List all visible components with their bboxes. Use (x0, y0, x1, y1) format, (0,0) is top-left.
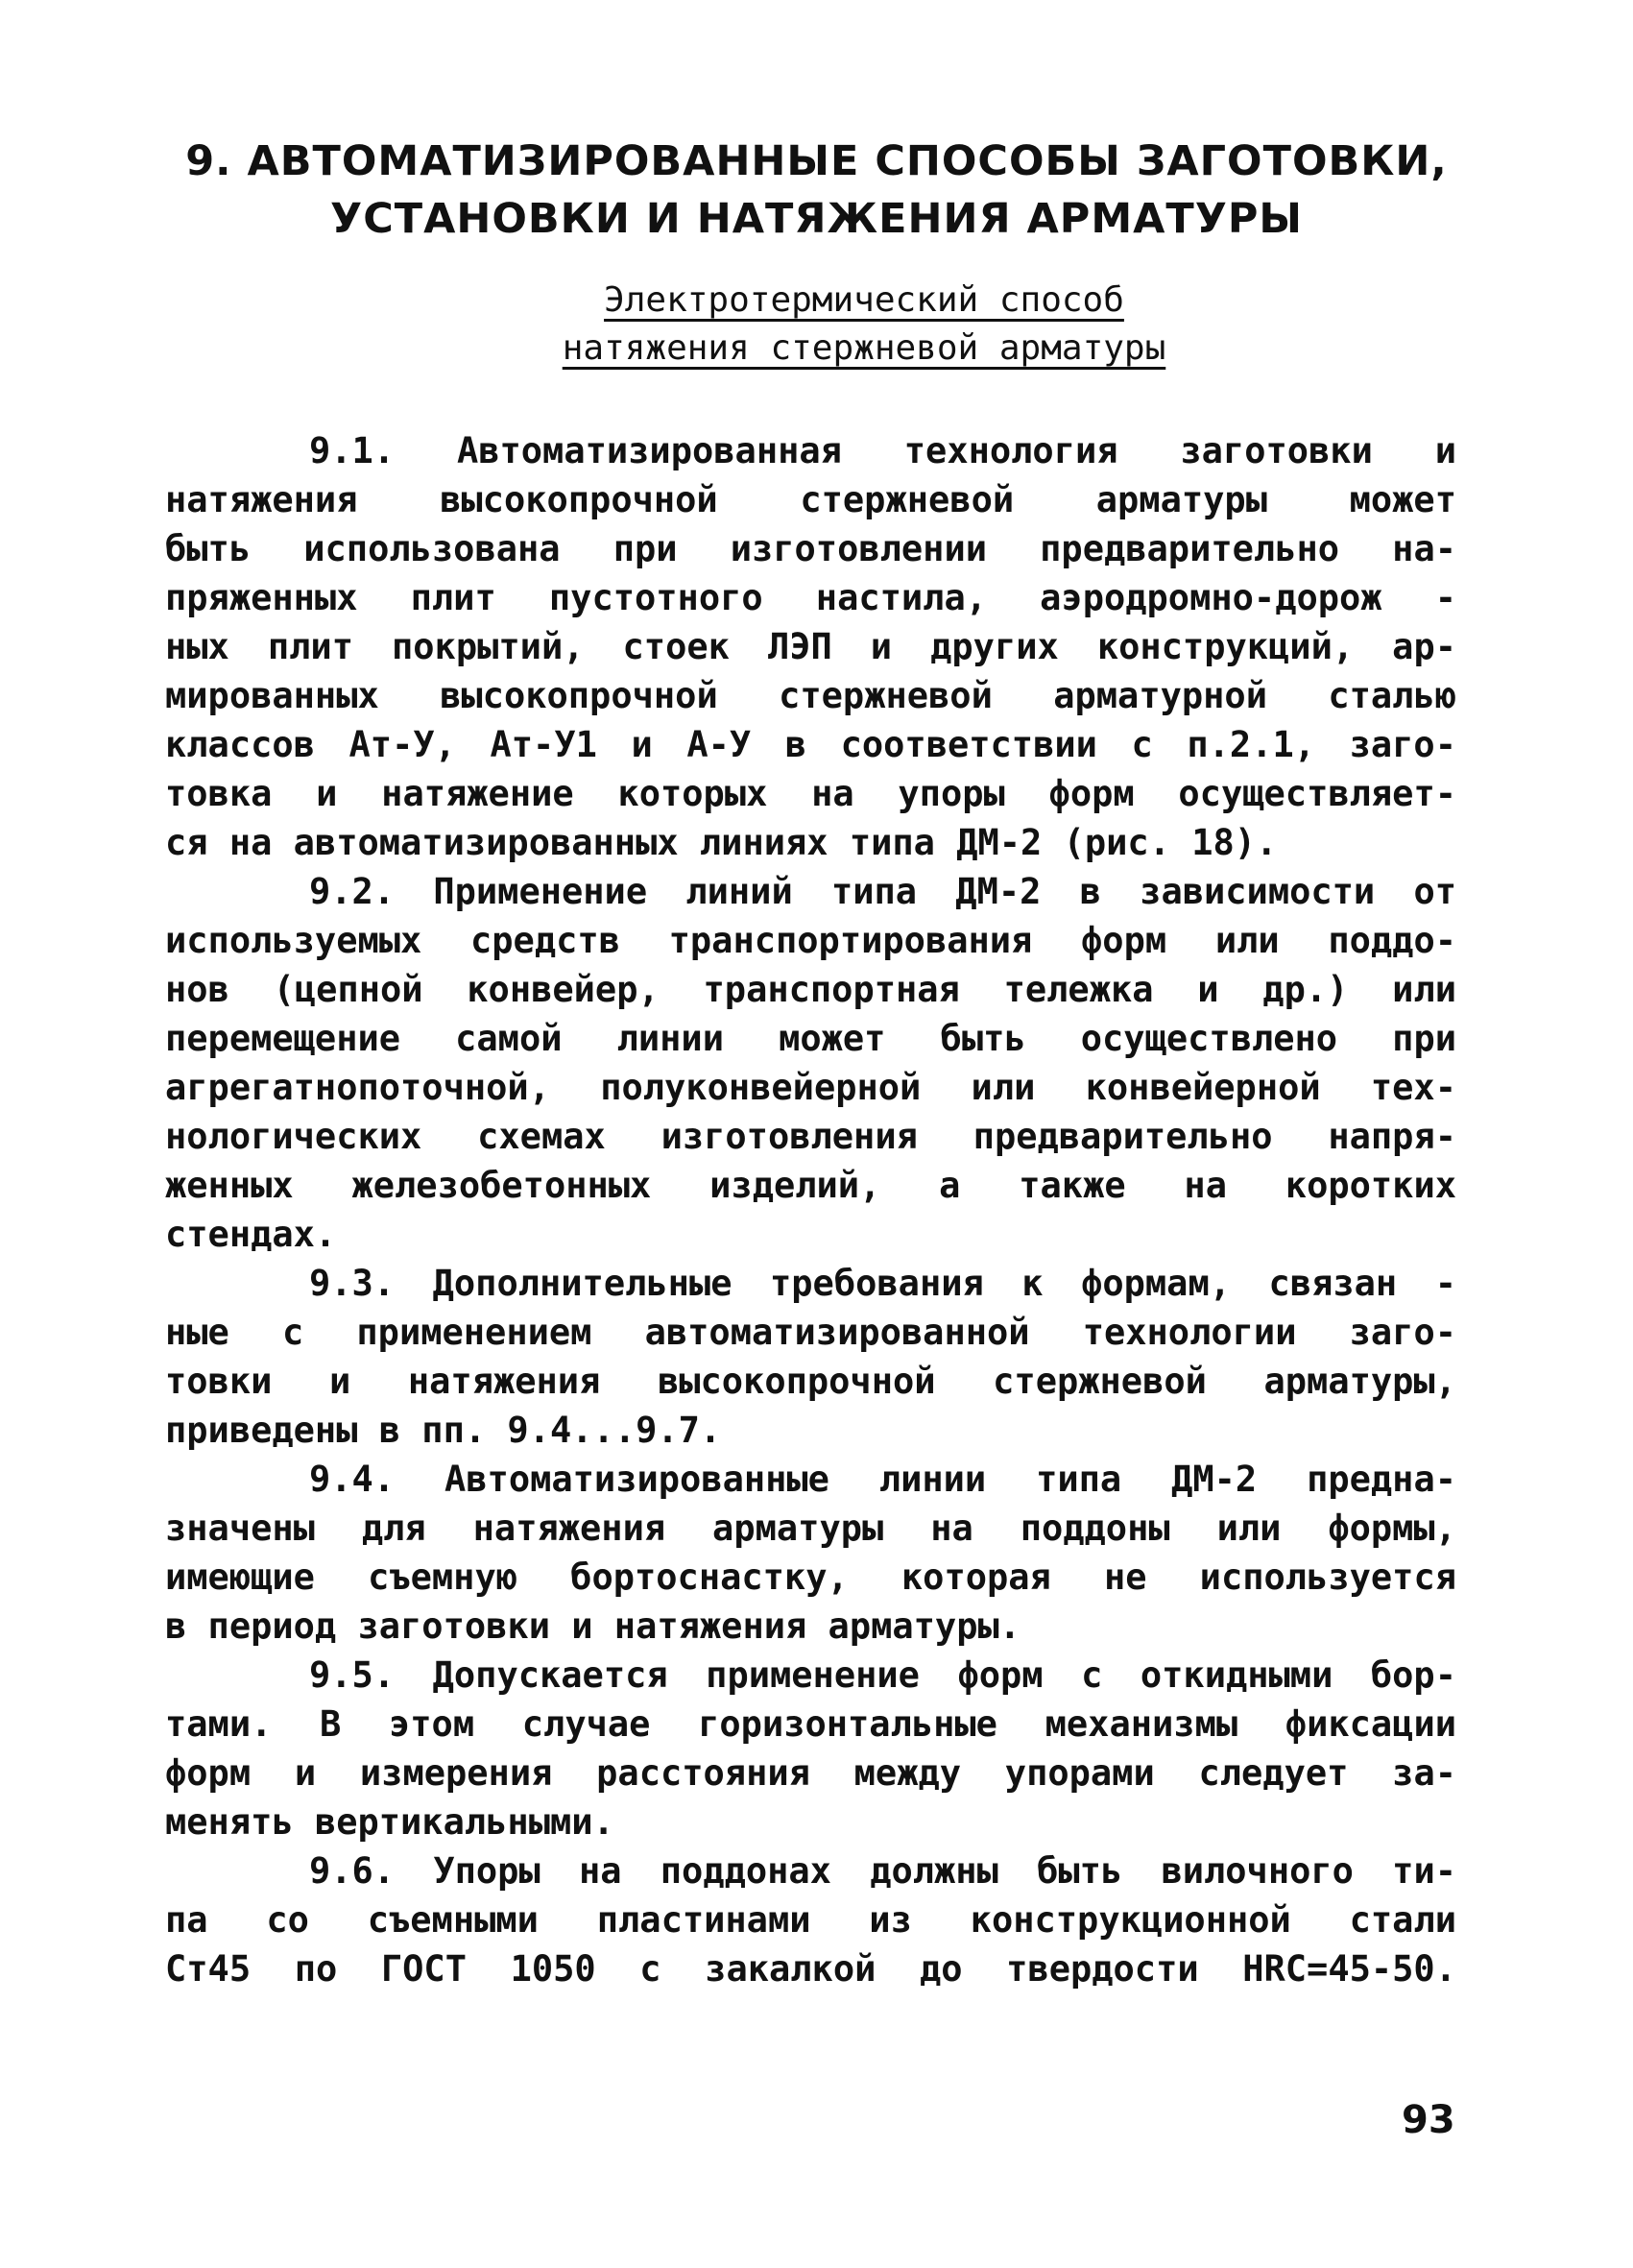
paragraph-line: ных плит покрытий, стоек ЛЭП и других конструкций, ар- (165, 626, 1456, 667)
section-subtitle (480, 277, 1248, 373)
paragraph-line: 9.4. Автоматизированные линии типа ДМ-2 предна- (309, 1459, 1456, 1500)
paragraph-line: быть использована при изготовлении предварительно на- (165, 528, 1456, 569)
paragraph-line: натяжения высокопрочной стержневой арматуры может (165, 479, 1456, 520)
paragraph-line: агрегатнопоточной, полуконвейерной или конвейерной тех- (165, 1067, 1456, 1108)
paragraph-line: нологических схемах изготовления предварительно напря- (165, 1116, 1456, 1157)
paragraph-line: имеющие съемную бортоснастку, которая не используется (165, 1556, 1456, 1598)
chapter-title-line-1: 9. АВТОМАТИЗИРОВАННЫЕ СПОСОБЫ ЗАГОТОВКИ, (185, 137, 1448, 185)
paragraph-line: женных железобетонных изделий, а также на коротких (165, 1165, 1456, 1206)
page-number: 93 (1402, 2098, 1455, 2142)
chapter-title (144, 133, 1489, 248)
paragraph-line: 9.5. Допускается применение форм с откидными бор- (309, 1654, 1456, 1696)
paragraph-line: менять вертикальными. (165, 1801, 614, 1843)
paragraph-line: па со съемными пластинами из конструкционной стали (165, 1899, 1456, 1941)
paragraph-line: мированных высокопрочной стержневой арматурной сталью (165, 675, 1456, 716)
paragraph-line: 9.2. Применение линий типа ДМ-2 в зависимости от (309, 871, 1456, 912)
paragraph-line: форм и измерения расстояния между упорами следует за- (165, 1752, 1456, 1794)
paragraph-line: значены для натяжения арматуры на поддоны или формы, (165, 1508, 1456, 1549)
paragraph-line: тами. В этом случае горизонтальные механизмы фиксации (165, 1703, 1456, 1745)
section-subtitle-line-1: Электротермический способ (604, 280, 1124, 320)
paragraph-line: приведены в пп. 9.4...9.7. (165, 1410, 722, 1451)
paragraph-line: стендах. (165, 1214, 337, 1255)
paragraph-line: перемещение самой линии может быть осуществлено при (165, 1018, 1456, 1059)
paragraph-line: Ст45 по ГОСТ 1050 с закалкой до твердости HRC=45-50. (165, 1948, 1456, 1990)
body-text (165, 426, 1456, 1993)
paragraph-line: в период заготовки и натяжения арматуры. (165, 1605, 1021, 1647)
paragraph-line: классов Ат-У, Ат-У1 и А-У в соответствии с п.2.1, заго- (165, 724, 1456, 765)
section-subtitle-line-2: натяжения стержневой арматуры (562, 328, 1166, 368)
paragraph-line: нов (цепной конвейер, транспортная тележка и др.) или (165, 969, 1456, 1010)
paragraph-line: товка и натяжение которых на упоры форм осуществляет- (165, 773, 1456, 814)
paragraph-line: товки и натяжения высокопрочной стержневой арматуры, (165, 1361, 1456, 1402)
paragraph-line: 9.6. Упоры на поддонах должны быть вилочного ти- (309, 1850, 1456, 1892)
paragraph-line: используемых средств транспортирования форм или поддо- (165, 920, 1456, 961)
paragraph-line: ся на автоматизированных линиях типа ДМ-2 (рис. 18). (165, 822, 1278, 863)
paragraph-line: ные с применением автоматизированной технологии заго- (165, 1312, 1456, 1353)
paragraph-line: 9.3. Дополнительные требования к формам, связан - (309, 1263, 1456, 1304)
paragraph-line: 9.1. Автоматизированная технология заготовки и (309, 430, 1456, 471)
chapter-title-line-2: УСТАНОВКИ И НАТЯЖЕНИЯ АРМАТУРЫ (330, 195, 1303, 243)
paragraph-line: пряженных плит пустотного настила, аэродромно-дорож - (165, 577, 1456, 618)
